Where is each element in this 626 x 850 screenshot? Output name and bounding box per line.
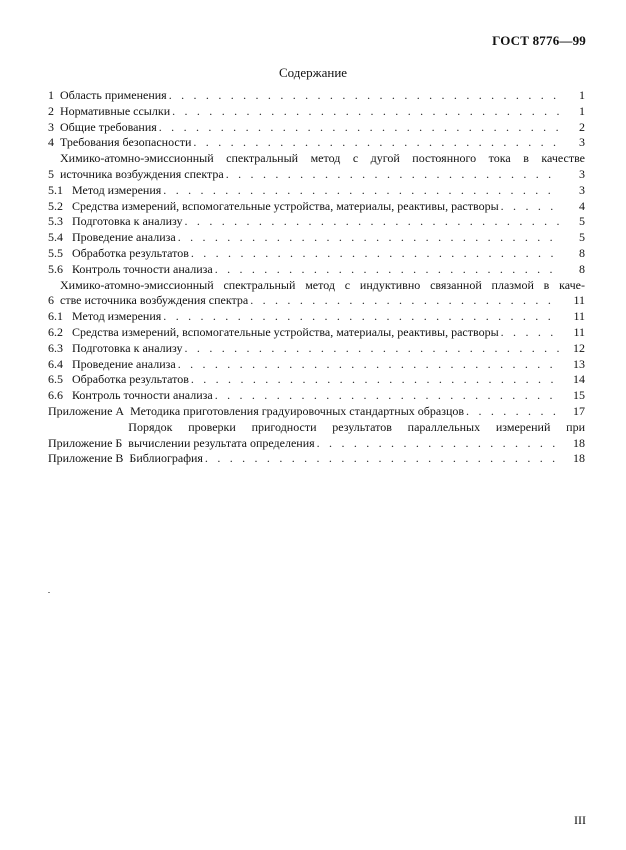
page-number: III <box>574 813 586 827</box>
toc-entry-title: Порядок проверки пригодности результатов параллельных измерений при <box>128 419 585 434</box>
toc-entry <box>48 135 585 151</box>
toc-page-number: 15 <box>573 388 585 403</box>
toc-entry-title: вычислении результата определения <box>128 435 315 450</box>
toc-entry-title: Метод измерения <box>72 309 162 324</box>
dot-leader <box>185 341 559 357</box>
toc-entry-title: стве источника возбуждения спектра <box>60 293 249 308</box>
toc-page-number: 4 <box>579 198 585 213</box>
toc-entry-number: 2 <box>48 103 54 118</box>
scan-speck <box>48 592 50 593</box>
toc-entry <box>48 183 585 199</box>
toc-entry-number: 5.3 <box>48 214 63 229</box>
toc-appendix-label: Приложение В <box>48 451 124 466</box>
toc-entry-title: Контроль точности анализа <box>72 261 213 276</box>
dot-leader <box>501 199 559 215</box>
toc-entry <box>48 246 585 262</box>
toc-entry-title: Проведение анализа <box>72 356 176 371</box>
toc-entry-title: Средства измерений, вспомогательные устройства, материалы, реактивы, растворы <box>72 324 499 339</box>
toc-entry-number: 3 <box>48 119 54 134</box>
toc-entry-number: 5.6 <box>48 261 63 276</box>
dot-leader <box>205 451 559 467</box>
toc-entry-number: 5.2 <box>48 198 63 213</box>
dot-leader <box>185 214 559 230</box>
dot-leader <box>159 120 559 136</box>
toc-page-number: 3 <box>579 166 585 181</box>
toc-entry-title: Контроль точности анализа <box>72 388 213 403</box>
dot-leader <box>178 357 559 373</box>
toc-entry <box>48 341 585 357</box>
toc-title: Содержание <box>278 65 348 80</box>
toc-entry-title: Нормативные ссылки <box>60 103 171 118</box>
toc-entry <box>48 451 585 467</box>
dot-leader <box>226 167 559 183</box>
toc-entry <box>48 325 585 341</box>
toc-entry-number: 4 <box>48 135 54 150</box>
toc-entry-number: 6 <box>48 293 54 308</box>
dot-leader <box>317 436 559 452</box>
toc-entry-number: 6.1 <box>48 309 63 324</box>
toc-entry-title: Обработка результатов <box>72 245 189 260</box>
toc-entry-title: Химико-атомно-эмиссионный спектральный метод с дугой постоянного тока в качестве <box>60 151 585 166</box>
toc-page-number: 8 <box>579 261 585 276</box>
toc-entry <box>48 230 585 246</box>
toc-entry-title: Методика приготовления градуировочных стандартных образцов <box>130 403 465 418</box>
toc-entry-number: 5 <box>48 166 54 181</box>
table-of-contents <box>48 88 585 467</box>
dot-leader <box>466 404 559 420</box>
toc-entry-title: Общие требования <box>60 119 157 134</box>
toc-entry-title: источника возбуждения спектра <box>60 166 224 181</box>
dot-leader <box>215 262 559 278</box>
toc-entry <box>48 388 585 404</box>
toc-entry-title: Обработка результатов <box>72 372 189 387</box>
toc-entry <box>48 309 585 325</box>
toc-entry-title: Подготовка к анализу <box>72 340 183 355</box>
toc-page-number: 17 <box>573 403 585 418</box>
toc-page-number: 8 <box>579 245 585 260</box>
dot-leader <box>169 88 559 104</box>
toc-entry <box>48 262 585 278</box>
toc-entry-title: Библиография <box>129 451 203 466</box>
toc-entry-number: 6.6 <box>48 388 63 403</box>
toc-page-number: 2 <box>579 119 585 134</box>
toc-appendix-label: Приложение Б <box>48 435 123 450</box>
toc-page-number: 11 <box>573 309 585 324</box>
toc-entry <box>48 199 585 215</box>
toc-entry <box>48 214 585 230</box>
toc-page-number: 5 <box>579 214 585 229</box>
toc-entry-number: 6.2 <box>48 324 63 339</box>
toc-entry-title: Средства измерений, вспомогательные устройства, материалы, реактивы, растворы <box>72 198 499 213</box>
toc-entry <box>48 104 585 120</box>
toc-entry <box>48 88 585 104</box>
dot-leader <box>172 104 559 120</box>
toc-entry-number: 5.5 <box>48 245 63 260</box>
toc-entry-title: Требования безопасности <box>60 135 192 150</box>
toc-entry-title: Проведение анализа <box>72 230 176 245</box>
toc-page-number: 12 <box>573 340 585 355</box>
toc-page-number: 13 <box>573 356 585 371</box>
toc-entry-title: Метод измерения <box>72 182 162 197</box>
toc-entry-number: 5.1 <box>48 182 63 197</box>
dot-leader <box>501 325 559 341</box>
toc-entry <box>48 404 585 420</box>
toc-page-number: 11 <box>573 293 585 308</box>
toc-appendix-label: Приложение А <box>48 403 125 418</box>
toc-page-number: 3 <box>579 135 585 150</box>
toc-entry-number: 6.3 <box>48 340 63 355</box>
dot-leader <box>178 230 559 246</box>
toc-entry-title: Подготовка к анализу <box>72 214 183 229</box>
toc-page-number: 1 <box>579 103 585 118</box>
toc-entry-number: 6.4 <box>48 356 63 371</box>
toc-entry-number: 5.4 <box>48 230 63 245</box>
dot-leader <box>191 246 559 262</box>
toc-entry <box>48 420 585 452</box>
toc-entry-title: Область применения <box>60 88 167 102</box>
toc-page-number: 18 <box>573 451 585 466</box>
dot-leader <box>191 372 559 388</box>
toc-page-number: 3 <box>579 182 585 197</box>
toc-entry <box>48 151 585 183</box>
toc-entry <box>48 120 585 136</box>
dot-leader <box>215 388 559 404</box>
dot-leader <box>193 135 559 151</box>
toc-entry <box>48 372 585 388</box>
toc-entry <box>48 278 585 310</box>
toc-entry-number: 6.5 <box>48 372 63 387</box>
toc-page-number: 1 <box>579 88 585 102</box>
toc-page-number: 18 <box>573 435 585 450</box>
toc-page-number: 5 <box>579 230 585 245</box>
dot-leader <box>250 293 559 309</box>
toc-entry-number: 1 <box>48 88 54 102</box>
dot-leader <box>163 309 559 325</box>
toc-page-number: 14 <box>573 372 585 387</box>
standard-code: ГОСТ 8776—99 <box>492 33 586 48</box>
dot-leader <box>163 183 559 199</box>
toc-entry-title: Химико-атомно-эмиссионный спектральный метод с индуктивно связанной плазмой в каче- <box>60 277 585 292</box>
toc-entry <box>48 357 585 373</box>
toc-page-number: 11 <box>573 324 585 339</box>
